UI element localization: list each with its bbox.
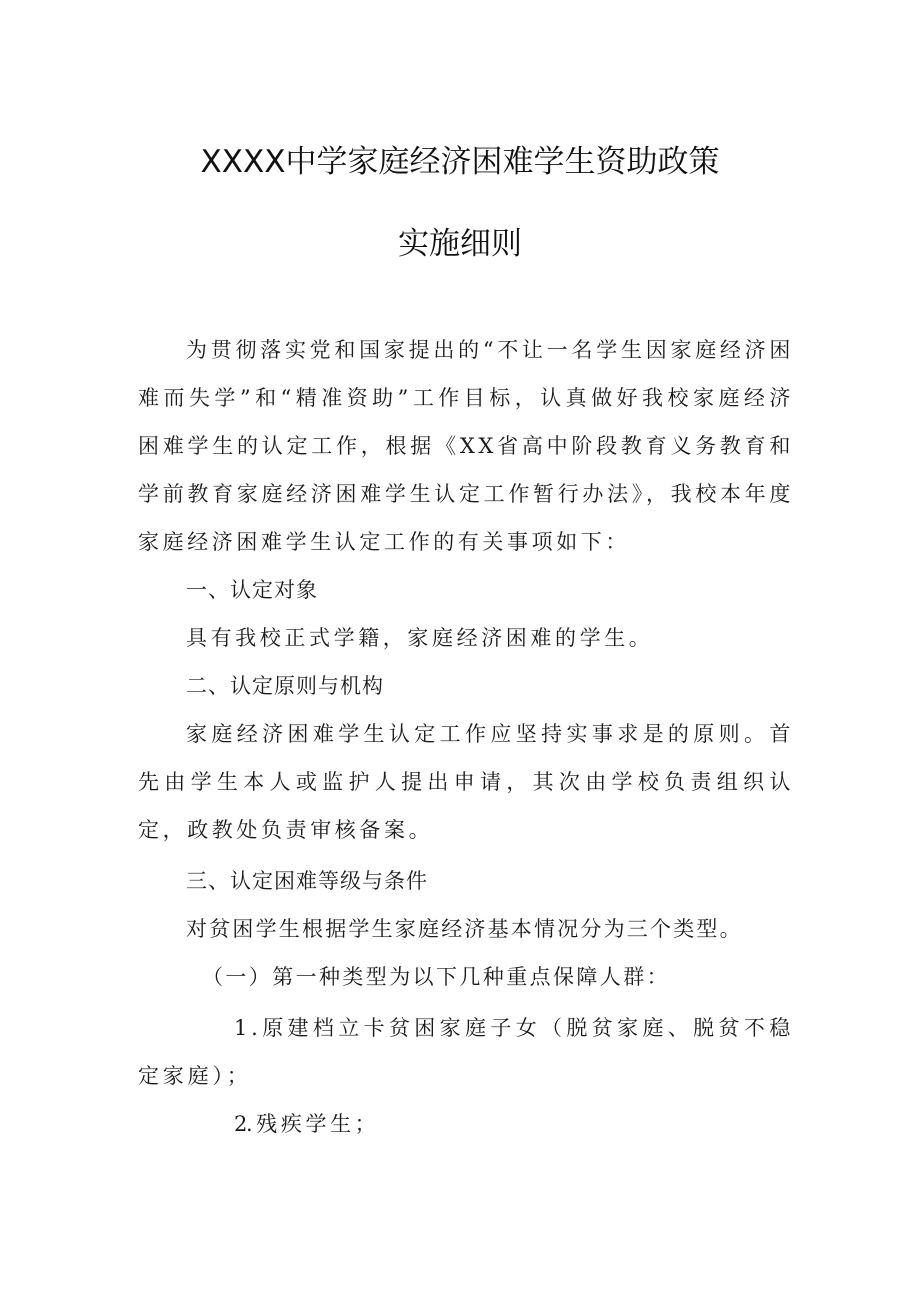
subsection-1-heading: （一）第一种类型为以下几种重点保障人群： (202, 965, 670, 989)
intro-paragraph: 为贯彻落实党和国家提出的“不让一名学生因家庭经济困难而失学”和“精准资助”工作目标，认真做好我校家庭经济困难学生的认定工作，根据《XX省高中阶段教育义务教育和学前教育家庭经济困难学生认定工作暂行办法》，我校本年度家庭经济困难学生认定工作的有关事项如下： (138, 338, 794, 554)
section-3-text: 对贫困学生根据学生家庭经济基本情况分为三个类型。 (186, 917, 743, 941)
section-1-text: 具有我校正式学籍，家庭经济困难的学生。 (186, 626, 654, 650)
list-item-1-text: .原建档立卡贫困家庭子女（脱贫家庭、脱贫不稳定家庭）； (138, 1016, 794, 1088)
section-3-heading: 三、认定困难等级与条件 (186, 869, 428, 893)
list-item-1-number: 1 (234, 1016, 252, 1040)
document-title-line-1: XXXX中学家庭经济困难学生资助政策 (200, 144, 720, 180)
list-item-1 (138, 1004, 794, 1100)
section-2-heading: 二、认定原则与机构 (186, 674, 384, 698)
section-1-heading: 一、认定对象 (186, 578, 318, 602)
document-title-line-2: 实施细则 (398, 226, 522, 262)
section-2-text: 家庭经济困难学生认定工作应坚持实事求是的原则。首先由学生本人或监护人提出申请，其次由学校负责组织认定，政教处负责审核备案。 (138, 722, 794, 842)
list-item-2 (138, 1100, 794, 1148)
list-item-2-number: 2 (234, 1112, 251, 1136)
list-item-2-text: .残疾学生； (246, 1112, 380, 1136)
